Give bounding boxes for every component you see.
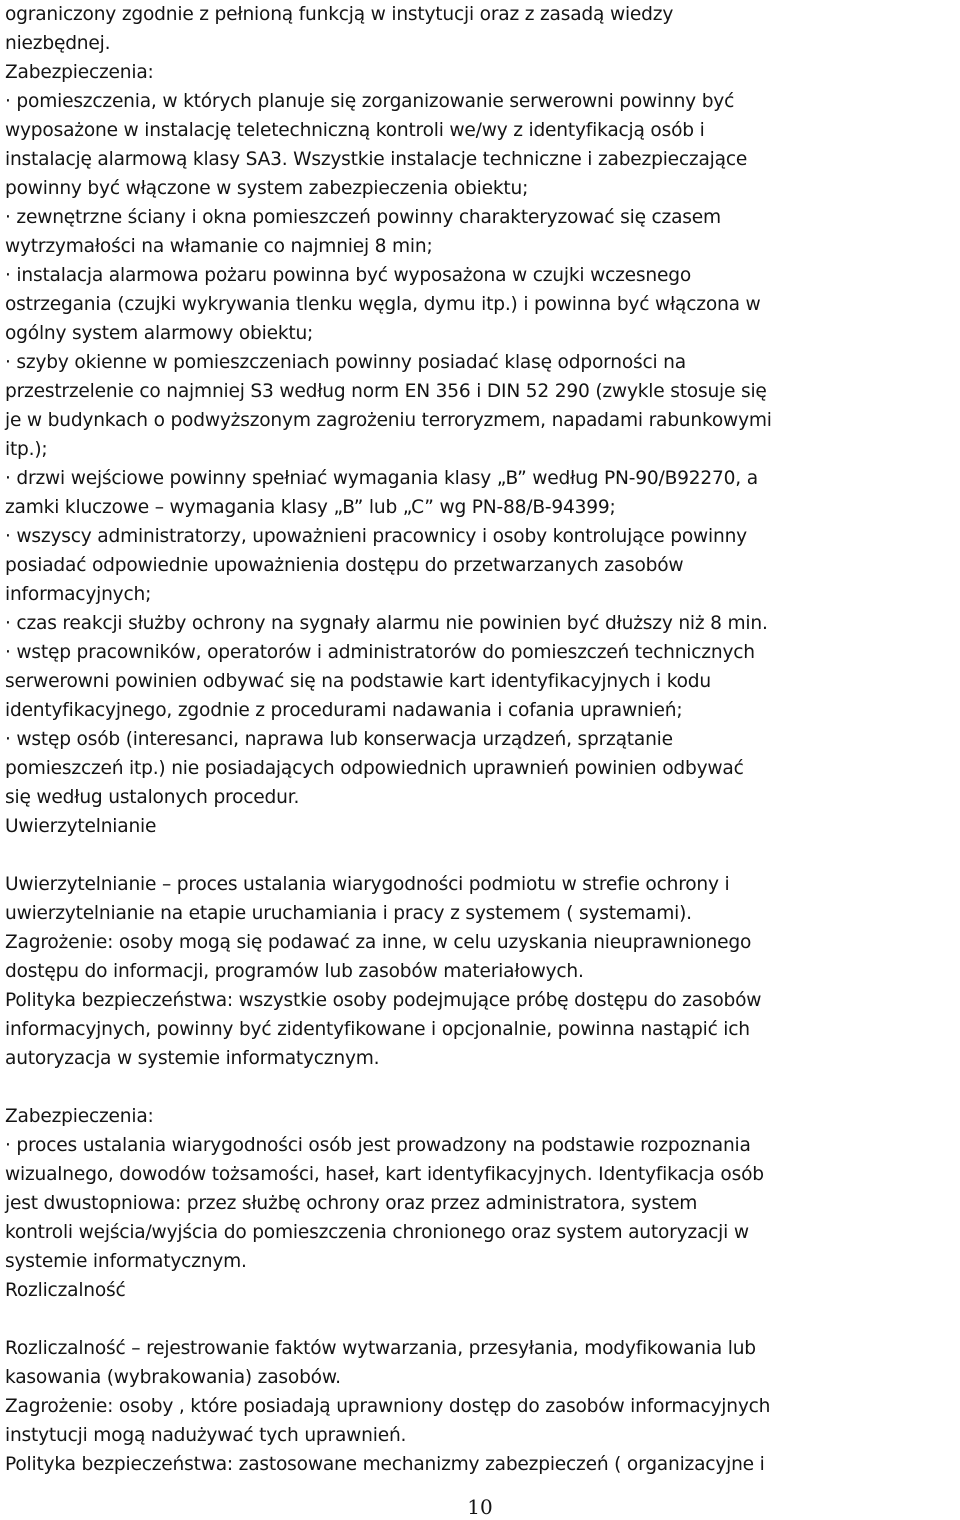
- text-line: niezbędnej.: [5, 33, 111, 54]
- text-line: powinny być włączone w system zabezpieczenia obiektu;: [5, 178, 529, 199]
- text-line: Rozliczalność – rejestrowanie faktów wytwarzania, przesyłania, modyfikowania lub: [5, 1338, 756, 1359]
- document-body: [5, 0, 955, 1479]
- text-line: Uwierzytelnianie – proces ustalania wiarygodności podmiotu w strefie ochrony i: [5, 874, 730, 895]
- text-line: Zabezpieczenia:: [5, 62, 154, 83]
- text-line: · czas reakcji służby ochrony na sygnały alarmu nie powinien być dłuższy niż 8 min.: [5, 613, 768, 634]
- text-line: ograniczony zgodnie z pełnioną funkcją w instytucji oraz z zasadą wiedzy: [5, 4, 674, 25]
- text-line: informacyjnych;: [5, 584, 152, 605]
- text-line: · pomieszczenia, w których planuje się zorganizowanie serwerowni powinny być: [5, 91, 735, 112]
- text-line: systemie informatycznym.: [5, 1251, 247, 1272]
- text-line: · drzwi wejściowe powinny spełniać wymagania klasy „B” według PN-90/B92270, a: [5, 468, 758, 489]
- text-line: przestrzelenie co najmniej S3 według norm EN 356 i DIN 52 290 (zwykle stosuje się: [5, 381, 767, 402]
- blank-line: [5, 1073, 955, 1102]
- text-line: Zabezpieczenia:: [5, 1106, 154, 1127]
- text-line: itp.);: [5, 439, 48, 460]
- text-line: Polityka bezpieczeństwa: zastosowane mechanizmy zabezpieczeń ( organizacyjne i: [5, 1454, 765, 1475]
- text-line: pomieszczeń itp.) nie posiadających odpowiednich uprawnień powinien odbywać: [5, 758, 744, 779]
- text-line: je w budynkach o podwyższonym zagrożeniu terroryzmem, napadami rabunkowymi: [5, 410, 772, 431]
- text-line: informacyjnych, powinny być zidentyfikowane i opcjonalnie, powinna nastąpić ich: [5, 1019, 750, 1040]
- text-line: ostrzegania (czujki wykrywania tlenku węgla, dymu itp.) i powinna być włączona w: [5, 294, 761, 315]
- text-line: · szyby okienne w pomieszczeniach powinny posiadać klasę odporności na: [5, 352, 686, 373]
- text-line: wytrzymałości na włamanie co najmniej 8 min;: [5, 236, 433, 257]
- text-line: · wstęp osób (interesanci, naprawa lub konserwacja urządzeń, sprzątanie: [5, 729, 673, 750]
- text-line: Rozliczalność: [5, 1280, 126, 1301]
- text-line: wizualnego, dowodów tożsamości, haseł, kart identyfikacyjnych. Identyfikacja osób: [5, 1164, 764, 1185]
- text-line: ogólny system alarmowy obiektu;: [5, 323, 314, 344]
- text-line: · wstęp pracowników, operatorów i administratorów do pomieszczeń technicznych: [5, 642, 755, 663]
- text-line: jest dwustopniowa: przez służbę ochrony oraz przez administratora, system: [5, 1193, 698, 1214]
- text-line: Polityka bezpieczeństwa: wszystkie osoby podejmujące próbę dostępu do zasobów: [5, 990, 762, 1011]
- text-line: posiadać odpowiednie upoważnienia dostępu do przetwarzanych zasobów: [5, 555, 684, 576]
- text-line: · zewnętrzne ściany i okna pomieszczeń powinny charakteryzować się czasem: [5, 207, 721, 228]
- text-line: uwierzytelnianie na etapie uruchamiania i pracy z systemem ( systemami).: [5, 903, 692, 924]
- blank-line: [5, 841, 955, 870]
- text-line: autoryzacja w systemie informatycznym.: [5, 1048, 380, 1069]
- text-line: Uwierzytelnianie: [5, 816, 157, 837]
- text-line: kontroli wejścia/wyjścia do pomieszczenia chronionego oraz system autoryzacji w: [5, 1222, 749, 1243]
- text-line: · proces ustalania wiarygodności osób jest prowadzony na podstawie rozpoznania: [5, 1135, 751, 1156]
- text-line: instytucji mogą nadużywać tych uprawnień.: [5, 1425, 407, 1446]
- text-line: kasowania (wybrakowania) zasobów.: [5, 1367, 341, 1388]
- text-line: serwerowni powinien odbywać się na podstawie kart identyfikacyjnych i kodu: [5, 671, 711, 692]
- text-line: Zagrożenie: osoby mogą się podawać za inne, w celu uzyskania nieuprawnionego: [5, 932, 752, 953]
- text-line: · wszyscy administratorzy, upoważnieni pracownicy i osoby kontrolujące powinny: [5, 526, 747, 547]
- text-line: instalację alarmową klasy SA3. Wszystkie instalacje techniczne i zabezpieczające: [5, 149, 748, 170]
- text-line: się według ustalonych procedur.: [5, 787, 300, 808]
- text-line: dostępu do informacji, programów lub zasobów materiałowych.: [5, 961, 584, 982]
- text-line: Zagrożenie: osoby , które posiadają uprawniony dostęp do zasobów informacyjnych: [5, 1396, 771, 1417]
- text-line: identyfikacyjnego, zgodnie z procedurami nadawania i cofania uprawnień;: [5, 700, 683, 721]
- blank-line: [5, 1305, 955, 1334]
- page-number: 10: [467, 1495, 493, 1519]
- text-line: wyposażone w instalację teletechniczną kontroli we/wy z identyfikacją osób i: [5, 120, 705, 141]
- text-line: zamki kluczowe – wymagania klasy „B” lub „C” wg PN-88/B-94399;: [5, 497, 616, 518]
- text-line: · instalacja alarmowa pożaru powinna być wyposażona w czujki wczesnego: [5, 265, 692, 286]
